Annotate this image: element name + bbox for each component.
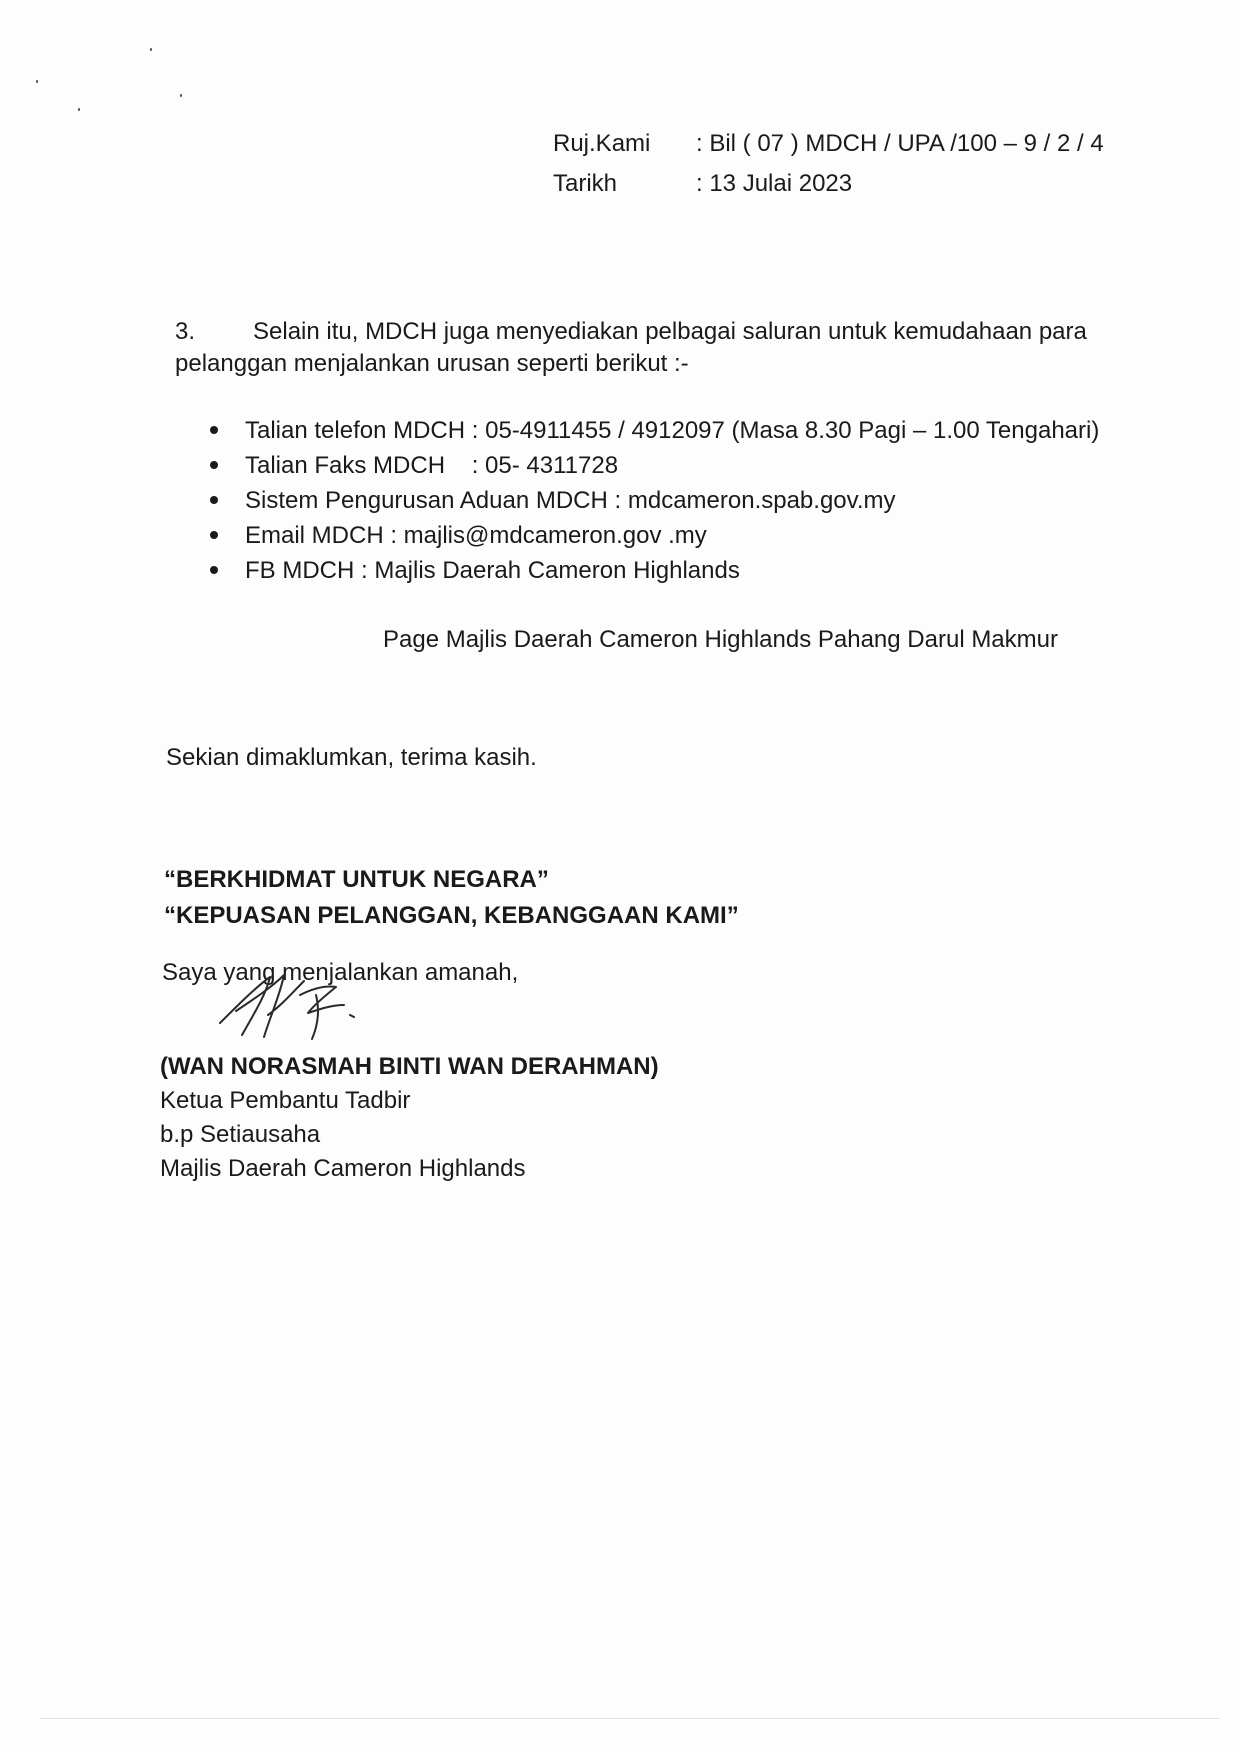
list-item [210,448,1170,483]
motto [164,862,739,934]
channel-text: FB MDCH : Majlis Daerah Cameron Highlands [245,557,740,584]
scan-speck [180,94,182,97]
bullet-icon [210,461,218,469]
motto-line-1: “BERKHIDMAT UNTUK NEGARA” [164,866,549,893]
signatory-block [160,1050,659,1186]
signature-image [208,965,378,1045]
list-item [210,483,1170,518]
paragraph-3 [175,316,1135,380]
reference-value: : Bil ( 07 ) MDCH / UPA /100 – 9 / 2 / 4 [696,130,1104,157]
signatory-organisation: Majlis Daerah Cameron Highlands [160,1155,526,1182]
scan-speck [150,48,152,51]
date-row [553,164,1104,204]
scan-speck [78,108,80,111]
channel-text: Talian Faks MDCH : 05- 4311728 [245,452,619,479]
list-item [210,518,1170,553]
channel-text: Talian telefon MDCH : 05-4911455 / 4912097 (Masa 8.30 Pagi – 1.00 Tengahari) [245,417,1100,444]
channel-text: Sistem Pengurusan Aduan MDCH : mdcameron.spab.gov.my [245,487,896,514]
bullet-icon [210,496,218,504]
paragraph-text: Selain itu, MDCH juga menyediakan pelbagai saluran untuk kemudahaan para pelanggan menjalankan urusan seperti berikut :- [175,318,1087,377]
list-item [210,413,1170,448]
signoff-intro: Saya yang menjalankan amanah, [162,959,519,986]
bullet-icon [210,566,218,574]
signatory-name: (WAN NORASMAH BINTI WAN DERAHMAN) [160,1053,659,1080]
scan-edge-line [40,1718,1220,1719]
date-value: : 13 Julai 2023 [696,170,853,197]
paragraph-number: 3. [175,318,196,345]
signatory-title: Ketua Pembantu Tadbir [160,1087,411,1114]
motto-line-2: “KEPUASAN PELANGGAN, KEBANGGAAN KAMI” [164,902,739,929]
reference-label: Ruj.Kami [553,130,651,157]
channel-text: Email MDCH : majlis@mdcameron.gov .my [245,522,707,549]
closing-line: Sekian dimaklumkan, terima kasih. [166,744,537,771]
reference-row [553,124,1104,164]
list-item [210,553,1170,588]
scan-speck [36,80,38,83]
facebook-page-name: Page Majlis Daerah Cameron Highlands Pahang Darul Makmur [383,626,1058,653]
bullet-icon [210,531,218,539]
date-label: Tarikh [553,170,618,197]
bullet-icon [210,426,218,434]
signatory-on-behalf: b.p Setiausaha [160,1121,321,1148]
reference-block [553,124,1104,204]
channel-list [210,413,1170,588]
